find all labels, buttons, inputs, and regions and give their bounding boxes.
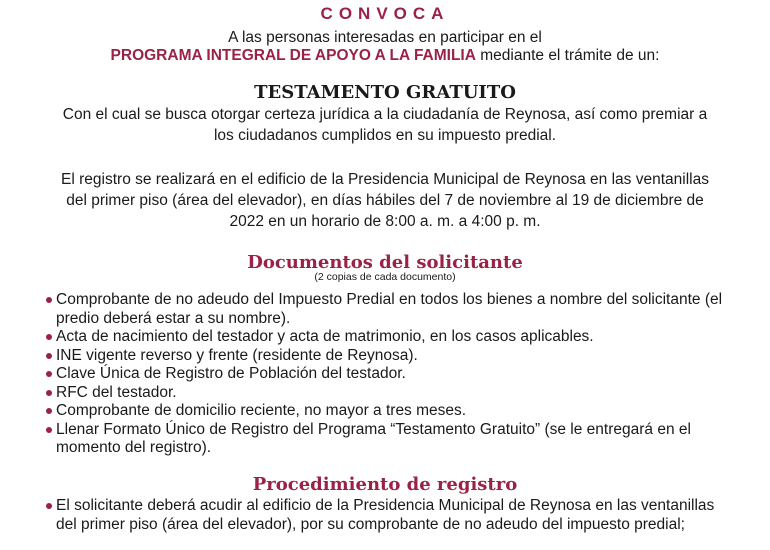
list-item: Clave Única de Registro de Población del testador. <box>46 365 736 384</box>
documents-note: (2 copias de cada documento) <box>314 271 456 283</box>
convoca-heading: CONVOCA <box>320 4 450 23</box>
list-item: INE vigente reverso y frente (residente de Reynosa). <box>46 347 736 366</box>
intro-suffix: mediante el trámite de un: <box>475 47 660 64</box>
list-item: RFC del testador. <box>46 384 736 403</box>
documents-list <box>46 291 736 458</box>
purpose-line-2: los ciudadanos cumplidos en su impuesto predial. <box>213 127 557 144</box>
documents-heading: Documentos del solicitante <box>247 252 523 273</box>
bullet-icon <box>46 353 52 359</box>
bullet-icon <box>46 408 52 414</box>
program-name: PROGRAMA INTEGRAL DE APOYO A LA FAMILIA <box>110 47 476 64</box>
registry-line-3: 2022 en un horario de 8:00 a. m. a 4:00 p. m. <box>229 213 541 230</box>
list-item: El solicitante deberá acudir al edificio de la Presidencia Municipal de Reynosa en las ventanillas del primer piso (área del elevador), por su comprobante de no adeudo del impuesto predial; <box>46 497 736 534</box>
list-item: Acta de nacimiento del testador y acta de matrimonio, en los casos aplicables. <box>46 328 736 347</box>
registry-line-1: El registro se realizará en el edificio de la Presidencia Municipal de Reynosa en las ventanillas <box>61 171 709 188</box>
bullet-icon <box>46 371 52 377</box>
procedure-list <box>46 497 736 534</box>
bullet-icon <box>46 334 52 340</box>
bullet-icon <box>46 390 52 396</box>
document-title: TESTAMENTO GRATUITO <box>254 82 516 103</box>
list-item: Llenar Formato Único de Registro del Programa “Testamento Gratuito” (se le entregará en el momento del registro). <box>46 421 736 458</box>
purpose-line-1: Con el cual se busca otorgar certeza jurídica a la ciudadanía de Reynosa, así como premiar a <box>62 106 708 123</box>
list-item: Comprobante de no adeudo del Impuesto Predial en todos los bienes a nombre del solicitante (el predio deberá estar a su nombre). <box>46 291 736 328</box>
procedure-heading: Procedimiento de registro <box>252 474 518 495</box>
bullet-icon <box>46 503 52 509</box>
registry-line-2: del primer piso (área del elevador), en días hábiles del 7 de noviembre al 19 de diciembre de <box>66 192 704 209</box>
bullet-icon <box>46 427 52 433</box>
intro-line-1: A las personas interesadas en participar en el <box>228 29 542 46</box>
bullet-icon <box>46 297 52 303</box>
intro-line-2 <box>0 46 770 65</box>
list-item: Comprobante de domicilio reciente, no mayor a tres meses. <box>46 402 736 421</box>
